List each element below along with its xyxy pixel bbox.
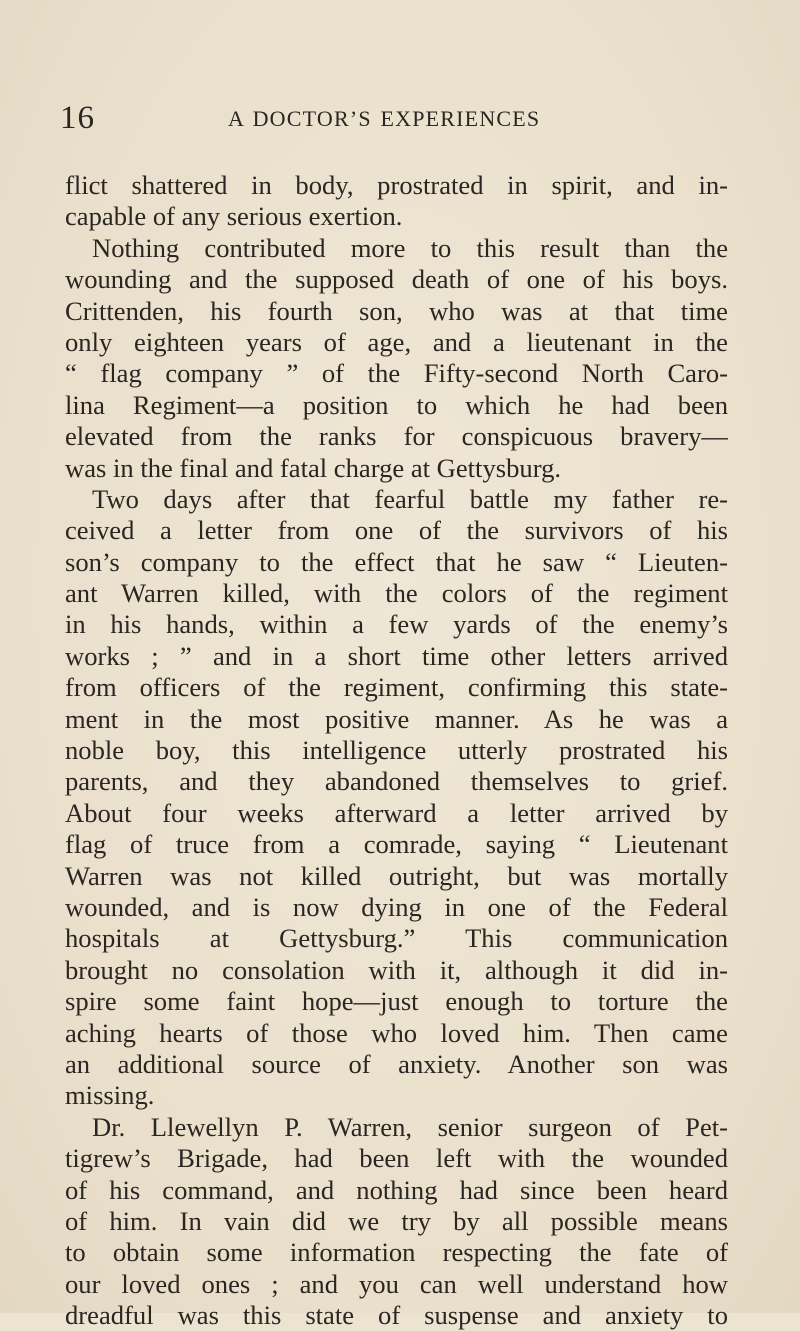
body-text <box>65 170 728 1331</box>
text-line: spire some faint hope—just enough to torture the <box>65 986 728 1017</box>
text-line: aching hearts of those who loved him. Then came <box>65 1017 728 1048</box>
text-line: ceived a letter from one of the survivors of his <box>65 515 728 546</box>
text-line: of him. In vain did we try by all possible means <box>65 1205 728 1236</box>
text-line: Two days after that fearful battle my father re- <box>92 483 728 514</box>
text-line: noble boy, this intelligence utterly prostrated his <box>65 735 728 766</box>
text-line: an additional source of anxiety. Another son was <box>65 1048 728 1079</box>
text-line: wounded, and is now dying in one of the Federal <box>65 891 728 922</box>
text-line: of his command, and nothing had since been heard <box>65 1174 728 1205</box>
text-line: Warren was not killed outright, but was mortally <box>65 860 728 891</box>
text-line: flict shattered in body, prostrated in spirit, and in- <box>65 170 728 200</box>
text-line: elevated from the ranks for conspicuous bravery— <box>65 421 728 452</box>
text-line: ment in the most positive manner. As he was a <box>65 703 728 734</box>
text-line: missing. <box>65 1080 155 1111</box>
text-line: brought no consolation with it, although it did in- <box>65 954 728 985</box>
text-line: flag of truce from a comrade, saying “ Lieutenant <box>65 829 728 860</box>
text-line: ant Warren killed, with the colors of the regiment <box>65 578 728 609</box>
text-line: About four weeks afterward a letter arrived by <box>65 797 728 828</box>
page-number: 16 <box>60 100 95 136</box>
text-line: works ; ” and in a short time other letters arrived <box>65 640 728 671</box>
text-line: tigrew’s Brigade, had been left with the wounded <box>65 1143 728 1174</box>
text-line: wounding and the supposed death of one of his boys. <box>65 264 728 295</box>
text-line: lina Regiment—a position to which he had been <box>65 389 728 420</box>
text-line: Dr. Llewellyn P. Warren, senior surgeon of Pet- <box>92 1111 728 1142</box>
text-line: in his hands, within a few yards of the enemy’s <box>65 609 728 640</box>
text-line: our loved ones ; and you can well understand how <box>65 1268 728 1299</box>
text-line: son’s company to the effect that he saw “ Lieuten- <box>65 546 728 577</box>
text-line: parents, and they abandoned themselves to grief. <box>65 766 728 797</box>
running-title: A DOCTOR’S EXPERIENCES <box>228 106 541 131</box>
text-line: dreadful was this state of suspense and anxiety to <box>65 1300 728 1331</box>
text-line: to obtain some information respecting the fate of <box>65 1237 728 1268</box>
text-line: “ flag company ” of the Fifty-second North Caro- <box>65 358 728 389</box>
text-line: from officers of the regiment, confirming this state- <box>65 672 728 703</box>
text-line: capable of any serious exertion. <box>65 201 403 232</box>
text-line: Nothing contributed more to this result than the <box>92 232 728 263</box>
text-line: hospitals at Gettysburg.” This communication <box>65 923 728 954</box>
text-line: only eighteen years of age, and a lieutenant in the <box>65 326 728 357</box>
running-head <box>60 98 720 138</box>
text-line: was in the final and fatal charge at Gettysburg. <box>65 452 562 483</box>
text-line: Crittenden, his fourth son, who was at that time <box>65 295 728 326</box>
